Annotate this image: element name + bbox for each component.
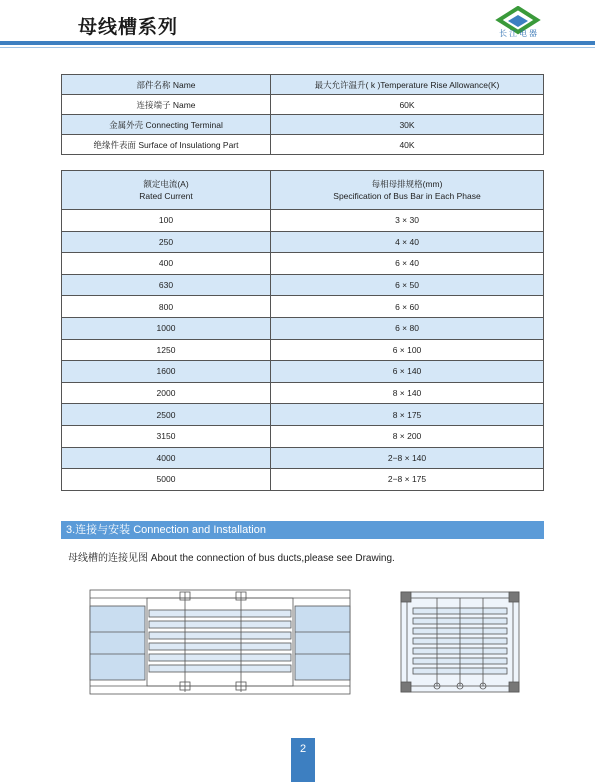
page-number: 2: [291, 738, 315, 782]
table-cell: 250: [62, 231, 271, 253]
table-cell: 2500: [62, 404, 271, 426]
temperature-rise-table: [61, 74, 544, 155]
busduct-cross-section-drawing: [399, 590, 521, 694]
table-cell: 3150: [62, 425, 271, 447]
table-row: [62, 382, 544, 404]
header-line: Rated Current: [139, 191, 193, 201]
table-header-row: [62, 171, 544, 210]
table-cell: 金属外壳 Connecting Terminal: [62, 115, 271, 135]
table-row: [62, 361, 544, 383]
table-cell: 6 × 40: [271, 253, 544, 275]
busduct-side-view-drawing: [89, 588, 351, 700]
rated-current-table: [61, 170, 544, 491]
table-cell: 4 × 40: [271, 231, 544, 253]
table-cell: 8 × 200: [271, 425, 544, 447]
header-line: Specification of Bus Bar in Each Phase: [333, 191, 481, 201]
table-cell: 800: [62, 296, 271, 318]
table-cell: 8 × 140: [271, 382, 544, 404]
header-line: 额定电流(A): [143, 179, 189, 189]
table-cell: 绝缘件表面 Surface of Insulationg Part: [62, 135, 271, 155]
table-cell: 630: [62, 274, 271, 296]
table-row: [62, 95, 544, 115]
header-rule-thin: [0, 47, 595, 48]
table-cell: 1250: [62, 339, 271, 361]
table-cell: 2−8 × 140: [271, 447, 544, 469]
table-header-cell: [62, 171, 271, 210]
brand-name: 长江电器: [499, 29, 539, 38]
table-cell: 连接端子 Name: [62, 95, 271, 115]
table-cell: 1000: [62, 317, 271, 339]
connection-note: 母线槽的连接见图 About the connection of bus ducts,please see Drawing.: [68, 553, 395, 564]
table-cell: 100: [62, 210, 271, 232]
table-row: [62, 253, 544, 275]
table-row: [62, 425, 544, 447]
section-heading-text: 3.连接与安装 Connection and Installation: [66, 524, 266, 536]
table-header-cell: [271, 171, 544, 210]
table-row: [62, 210, 544, 232]
table-cell: 2−8 × 175: [271, 469, 544, 491]
table-row: [62, 447, 544, 469]
table-cell: 60K: [271, 95, 544, 115]
table-row: [62, 317, 544, 339]
table-row: [62, 296, 544, 318]
table-cell: 2000: [62, 382, 271, 404]
table-cell: 40K: [271, 135, 544, 155]
table-header-row: [62, 75, 544, 95]
table-cell: 3 × 30: [271, 210, 544, 232]
table-cell: 8 × 175: [271, 404, 544, 426]
table-cell: 1600: [62, 361, 271, 383]
table-cell: 30K: [271, 115, 544, 135]
table-header-cell: 最大允许温升( k )Temperature Rise Allowance(K): [271, 75, 544, 95]
table-cell: 6 × 60: [271, 296, 544, 318]
table-row: [62, 231, 544, 253]
table-row: [62, 339, 544, 361]
table-cell: 4000: [62, 447, 271, 469]
table-cell: 5000: [62, 469, 271, 491]
section-heading: [61, 521, 544, 539]
table-row: [62, 404, 544, 426]
table-row: [62, 115, 544, 135]
header-rule: [0, 41, 595, 45]
table-row: [62, 135, 544, 155]
table-cell: 6 × 80: [271, 317, 544, 339]
header-line: 每相母排规格(mm): [371, 179, 443, 189]
table-cell: 6 × 140: [271, 361, 544, 383]
table-cell: 400: [62, 253, 271, 275]
table-header-cell: 部件名称 Name: [62, 75, 271, 95]
table-row: [62, 274, 544, 296]
table-row: [62, 469, 544, 491]
table-cell: 6 × 100: [271, 339, 544, 361]
table-cell: 6 × 50: [271, 274, 544, 296]
page-title: 母线槽系列: [78, 17, 179, 38]
